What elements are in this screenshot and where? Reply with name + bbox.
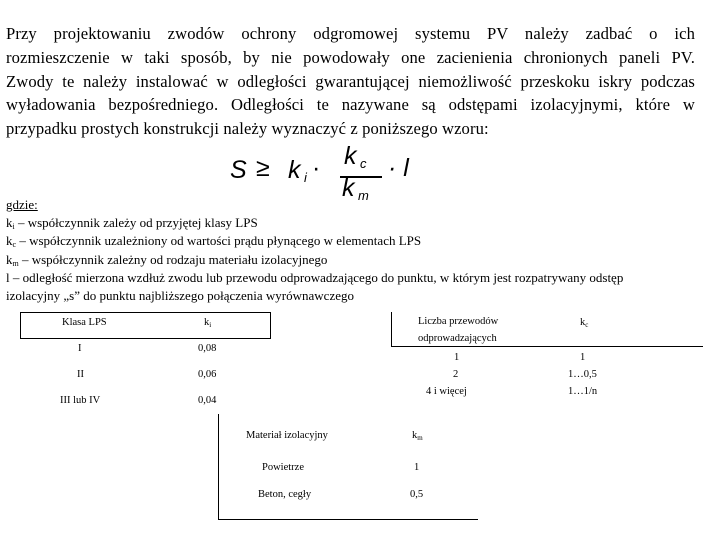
formula-ki: k (288, 156, 301, 184)
formula-relation: ≥ (256, 154, 270, 182)
table-ki-header-border (20, 338, 271, 339)
definition-kc: $k_c$ – współczynnik uzależniony od wartości prądu płynącego w elementach LPS (6, 233, 422, 250)
formula-numerator-sub: c (360, 156, 367, 171)
definition-km: $k_m$ – współczynnik zależny od rodzaju materiału izolacyjnego (6, 251, 328, 268)
definition-ki: $k_i$ – współczynnik zależy od przyjętej klasy LPS (6, 215, 258, 232)
table-kc-header-k: $k_c$ (580, 317, 589, 329)
table-ki-header-class: Klasa LPS (62, 317, 107, 328)
definition-l-2: izolacyjny „s” do punktu najbliższego połączenia wyrównawczego (6, 288, 354, 304)
table-km-header-material: Materiał izolacyjny (246, 430, 328, 441)
table-km-bottom-border (218, 519, 478, 520)
table-cell: 0,06 (198, 369, 217, 380)
table-row: I (78, 343, 82, 354)
paragraph-line-2: rozmieszczenie w taki sposób, by nie powodowały one zacienienia chronionych paneli PV. (6, 47, 695, 67)
definitions-heading: gdzie: (6, 197, 38, 212)
formula-tail: · l (388, 154, 409, 182)
table-row: Beton, cegły (258, 489, 312, 500)
table-cell: 0,08 (198, 343, 217, 354)
table-row: 4 i więcej (426, 386, 467, 397)
table-row: II (77, 369, 84, 380)
paragraph-line-3: Zwody te należy instalować w odległości gwarantującej niemożliwość przeskoku iskry podczas (6, 71, 695, 91)
table-cell: 0,04 (198, 395, 217, 406)
formula-denominator-sub: m (358, 188, 369, 203)
paragraph-line-4: wyładowania bezpośredniego. Odległości te nazywane są odstępami izolacyjnymi, które w (6, 95, 695, 115)
table-cell: 1…1/n (568, 386, 598, 397)
table-ki-top-border (20, 312, 271, 313)
table-ki-right-border (270, 312, 271, 338)
table-kc-header-count-2: odprowadzających (418, 333, 497, 344)
table-row: 1 (454, 352, 460, 363)
table-row: 2 (453, 369, 459, 380)
table-cell: 0,5 (410, 489, 424, 500)
table-ki-header-k: $k_i$ (204, 317, 212, 329)
intro-paragraph (6, 22, 695, 141)
formula-dot: · (312, 154, 321, 182)
formula-lhs: S (230, 156, 247, 184)
paragraph-line-5: przypadku prostych konstrukcji należy wyznaczyć z poniższego wzoru: (6, 119, 489, 139)
formula-numerator-k: k (344, 142, 357, 170)
table-cell: 1 (414, 462, 420, 473)
table-kc-header-count: Liczba przewodów (418, 316, 499, 327)
paragraph-line-1: Przy projektowaniu zwodów ochrony odgromowej systemu PV należy zadbać o ich (6, 24, 695, 43)
table-row: III lub IV (60, 395, 101, 406)
table-cell: 1 (580, 352, 586, 363)
table-row: Powietrze (262, 462, 304, 473)
definition-l-1: l – odległość mierzona wzdłuż zwodu lub przewodu odprowadzającego do punktu, w którym jest rozpatrywany odstęp (6, 269, 624, 285)
formula-denominator-k: k (342, 174, 355, 202)
formula-ki-sub: i (304, 170, 307, 185)
table-km-left-border (218, 414, 219, 520)
table-ki-left-border (20, 312, 21, 338)
table-kc-left-border (391, 312, 392, 346)
table-cell: 1…0,5 (568, 369, 597, 380)
table-kc-header-border (391, 346, 703, 347)
table-km-header-k: $k_m$ (412, 430, 423, 442)
definitions (6, 196, 706, 305)
